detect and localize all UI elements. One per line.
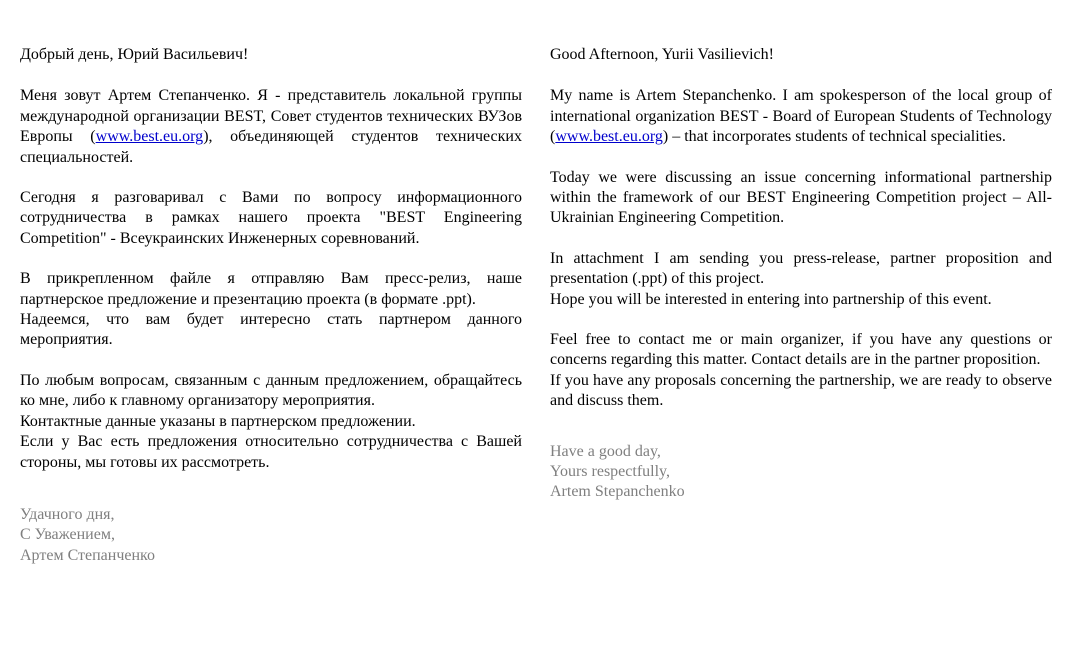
contact-details-paragraph-ru: Контактные данные указаны в партнерском предложении. [20, 412, 416, 430]
intro-text-end-ru: ), объединяющей студентов технических специальностей. [20, 128, 522, 166]
signoff-line-1-en: Have a good day, [550, 442, 661, 460]
best-website-link-ru[interactable]: www.best.eu.org [95, 128, 204, 146]
letter-english [550, 45, 1052, 503]
partnership-hope-paragraph-en: Hope you will be interested in entering into partnership of this event. [550, 290, 992, 308]
questions-paragraph-en: Feel free to contact me or main organizer, if you have any questions or concerns regarding this matter. Contact details are in the partner proposition. [550, 331, 1052, 369]
signoff-line-2-ru: С Уважением, [20, 526, 115, 544]
signoff-name-en: Artem Stepanchenko [550, 483, 685, 501]
signoff-line-1-ru: Удачного дня, [20, 505, 115, 523]
questions-paragraph-ru: По любым вопросам, связанным с данным предложением, обращайтесь ко мне, либо к главному организатору мероприятия. [20, 371, 522, 410]
signoff-name-ru: Артем Степанченко [20, 546, 156, 564]
proposals-paragraph-ru: Если у Вас есть предложения относительно сотрудничества с Вашей стороны, мы готовы их рассмотреть. [20, 433, 522, 471]
signoff-en [550, 442, 1052, 503]
intro-text-end-en: ) – that incorporates students of technical specialities. [662, 128, 1006, 146]
attachment-paragraph-ru: В прикрепленном файле я отправляю Вам пресс-релиз, наше партнерское предложение и презентацию проекта (в формате .ppt). [20, 270, 522, 308]
intro-paragraph-ru [20, 86, 522, 168]
intro-text-en: My name is Artem Stepanchenko. I am spokesperson of the local group of international organization BEST - Board of European Students of Technology ( [550, 87, 1052, 146]
letter-russian [20, 45, 522, 566]
proposals-paragraph-en: If you have any proposals concerning the partnership, we are ready to observe and discuss them. [550, 371, 1052, 410]
discussion-paragraph-en: Today we were discussing an issue concerning informational partnership within the framework of our BEST Engineering Competition project – All-Ukrainian Engineering Competition. [550, 168, 1052, 227]
discussion-paragraph-ru: Сегодня я разговаривал с Вами по вопросу информационного сотрудничества в рамках нашего проекта "BEST Engineering Competition" - Всеукраинских Инженерных соревнований. [20, 189, 522, 247]
attachment-paragraph-en: In attachment I am sending you press-release, partner proposition and presentation (.ppt) of this project. [550, 249, 1052, 288]
greeting-en: Good Afternoon, Yurii Vasilievich! [550, 46, 774, 63]
intro-paragraph-en [550, 86, 1052, 147]
greeting-ru: Добрый день, Юрий Васильевич! [20, 46, 249, 63]
intro-text-ru: Меня зовут Артем Степанченко. Я - представитель локальной группы международной организации BEST, Совет студентов технических ВУЗов Европы ( [20, 87, 522, 146]
signoff-line-2-en: Yours respectfully, [550, 463, 670, 481]
signoff-ru [20, 505, 522, 566]
partnership-hope-paragraph-ru: Надеемся, что вам будет интересно стать партнером данного мероприятия. [20, 311, 522, 349]
best-website-link-en[interactable]: www.best.eu.org [555, 128, 663, 146]
